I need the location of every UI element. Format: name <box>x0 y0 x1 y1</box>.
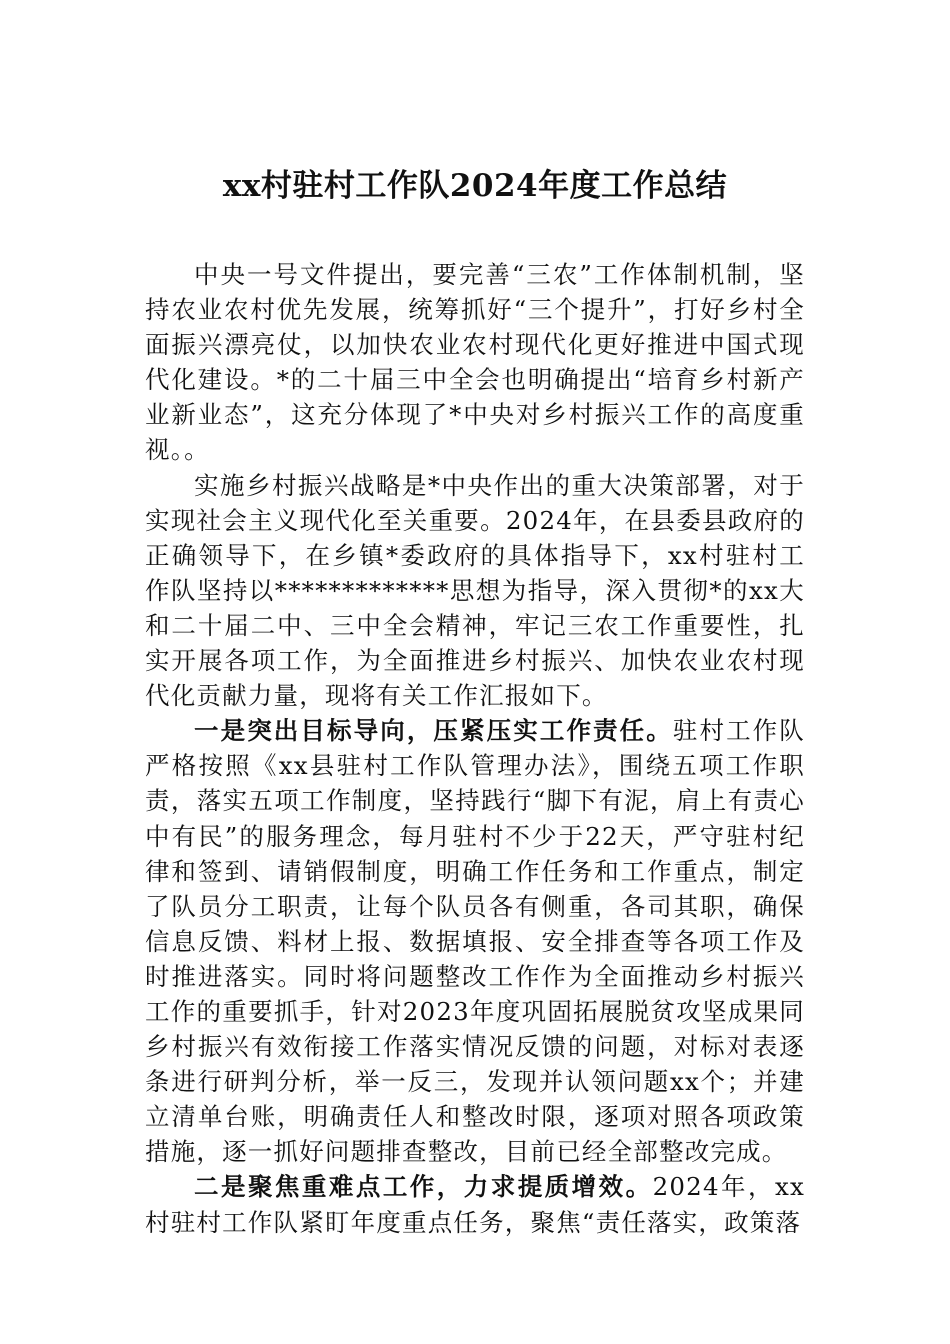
section-two-heading: 二是聚焦重难点工作，力求提质增效。 <box>194 1172 653 1202</box>
paragraph-section-one <box>145 713 805 1169</box>
paragraph-text: 驻村工作队严格按照《xx县驻村工作队管理办法》，围绕五项工作职责，落实五项工作制度，坚持践行“脚下有泥，肩上有责心中有民”的服务理念，每月驻村不少于22天，严守驻村纪律和签到、请销假制度，明确工作任务和工作重点，制定了队员分工职责，让每个队员各有侧重，各司其职，确保信息反馈、料材上报、数据填报、安全排查等各项工作及时推进落实。同时将问题整改工作作为全面推动乡村振兴工作的重要抓手，针对2023年度巩固拓展脱贫攻坚成果同乡村振兴有效衔接工作落实情况反馈的问题，对标对表逐条进行研判分析，举一反三，发现并认领问题xx个；并建立清单台账，明确责任人和整改时限，逐项对照各项政策措施，逐一抓好问题排查整改，目前已经全部整改完成。 <box>145 716 805 1167</box>
paragraph-text: 中央一号文件提出，要完善“三农”工作体制机制，坚持农业农村优先发展，统筹抓好“三个提升”，打好乡村全面振兴漂亮仗，以加快农业农村现代化更好推进中国式现代化建设。*的二十届三中全会也明确提出“培育乡村新产业新业态”，这充分体现了*中央对乡村振兴工作的高度重视。。 <box>145 260 805 465</box>
document-title: xx村驻村工作队2024年度工作总结 <box>222 168 728 204</box>
document-body <box>145 257 805 1240</box>
paragraph-overview <box>145 468 805 714</box>
paragraph-text: 实施乡村振兴战略是*中央作出的重大决策部署，对于实现社会主义现代化至关重要。2024年，在县委县政府的正确领导下，在乡镇*委政府的具体指导下，xx村驻村工作队坚持以*************思想为指导，深入贯彻*的xx大和二十届二中、三中全会精神，牢记三农工作重要性，扎实开展各项工作，为全面推进乡村振兴、加快农业农村现代化贡献力量，现将有关工作汇报如下。 <box>145 470 805 711</box>
section-one-heading: 一是突出目标导向，压紧压实工作责任。 <box>194 716 673 746</box>
paragraph-intro <box>145 257 805 468</box>
paragraph-text: 2024年，xx村驻村工作队紧盯年度重点任务，聚焦“责任落实，政策落 <box>145 1172 805 1237</box>
paragraph-section-two <box>145 1169 805 1239</box>
